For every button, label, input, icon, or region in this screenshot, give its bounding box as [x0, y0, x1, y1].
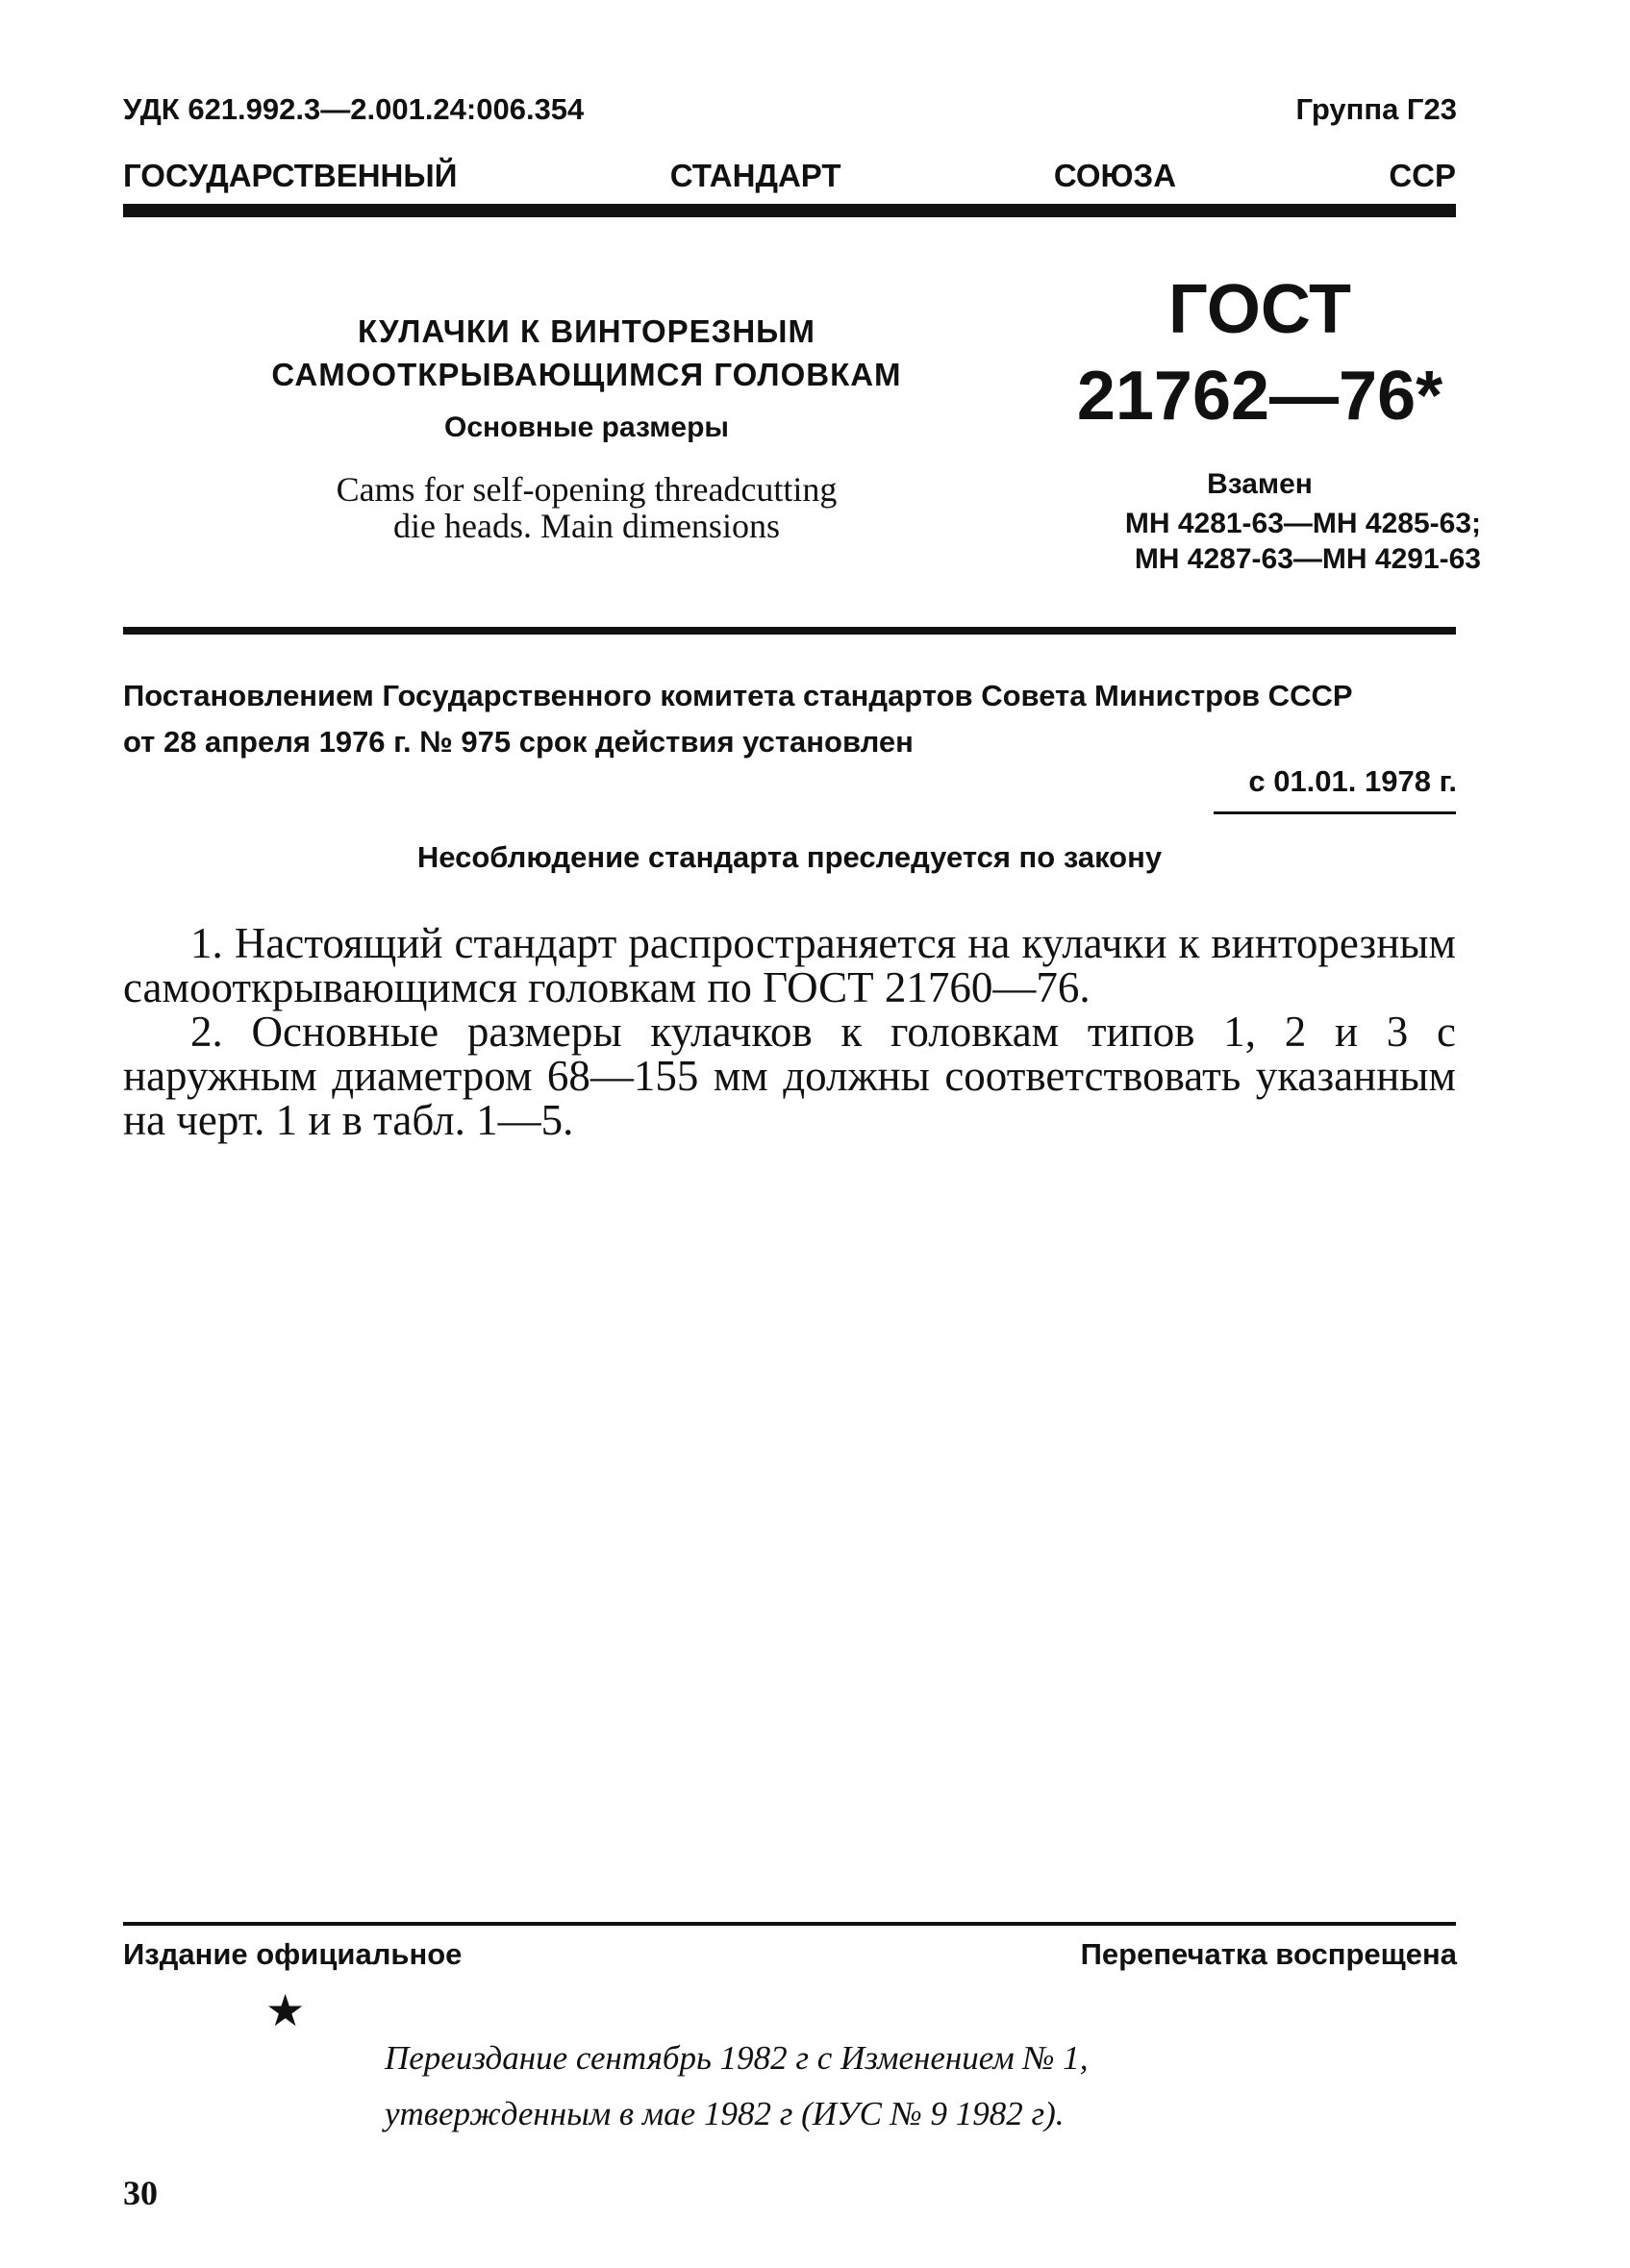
title-english	[240, 471, 933, 544]
group-code: Группа Г23	[1295, 92, 1457, 126]
reprint-forbidden: Перепечатка воспрещена	[1080, 1937, 1457, 1971]
paragraph-2: 2. Основные размеры кулачков к головкам типов 1, 2 и 3 с наружным диаметром 68—155 мм должны соответствовать указанным на черт. 1 и в табл. 1—5.	[123, 1008, 1456, 1144]
decree-line2: от 28 апреля 1976 г. № 975 срок действия установлен	[123, 725, 914, 759]
state-word-2: СТАНДАРТ	[669, 158, 841, 193]
date-underline	[1214, 811, 1456, 814]
subtitle-russian: Основные размеры	[443, 411, 730, 443]
gost-label: ГОСТ	[1167, 271, 1352, 348]
header-divider	[123, 204, 1456, 217]
effective-date: с 01.01. 1978 г.	[1248, 764, 1457, 798]
footer-divider	[123, 1922, 1456, 1926]
body-text	[123, 921, 1456, 1142]
title-ru-line1: КУЛАЧКИ К ВИНТОРЕЗНЫМ	[358, 313, 815, 349]
title-russian	[240, 310, 933, 396]
official-edition: Издание официальное	[123, 1937, 463, 1971]
decree-text	[123, 673, 1456, 765]
state-word-3: СОЮЗА	[1053, 158, 1177, 193]
reissue-line2: утвержденным в мае 1982 г (ИУС № 9 1982 г).	[385, 2095, 1065, 2132]
replaced-standards	[1029, 506, 1481, 577]
page-number: 30	[123, 2174, 158, 2212]
replaced-line2: МН 4287-63—МН 4291-63	[1134, 543, 1481, 575]
title-en-line2: die heads. Main dimensions	[393, 507, 780, 545]
star-icon: ★	[265, 1985, 306, 2035]
reissue-note	[385, 2031, 1298, 2142]
state-word-4: ССР	[1389, 158, 1456, 193]
replaced-line1: МН 4281-63—МН 4285-63;	[1124, 508, 1481, 539]
title-divider	[123, 627, 1456, 635]
title-ru-line2: САМООТКРЫВАЮЩИМСЯ ГОЛОВКАМ	[271, 357, 902, 392]
title-en-line1: Cams for self-opening threadcutting	[336, 470, 838, 509]
state-word-1: ГОСУДАРСТВЕННЫЙ	[123, 158, 458, 193]
replaces-label: Взамен	[1207, 468, 1313, 500]
gost-number: 21762—76*	[1076, 358, 1443, 435]
state-standard-heading	[123, 158, 1456, 194]
reissue-line1: Переиздание сентябрь 1982 г с Изменением № 1,	[385, 2039, 1089, 2077]
udk-code: УДК 621.992.3—2.001.24:006.354	[123, 92, 585, 126]
paragraph-1: 1. Настоящий стандарт распространяется на кулачки к винторезным самооткрывающимся головкам по ГОСТ 21760—76.	[123, 919, 1456, 1011]
law-notice: Несоблюдение стандарта преследуется по закону	[416, 840, 1163, 874]
decree-line1: Постановлением Государственного комитета стандартов Совета Министров СССР	[123, 679, 1353, 712]
